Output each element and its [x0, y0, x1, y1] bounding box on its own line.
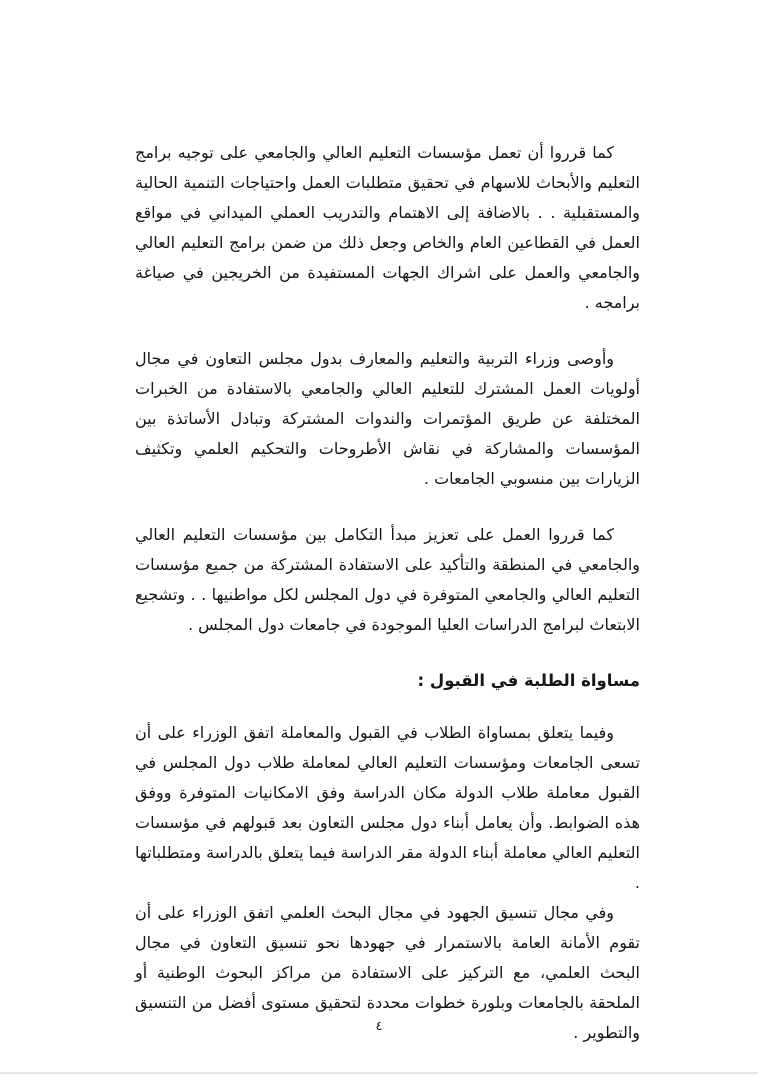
paragraph-ministers-recommendation: وأوصى وزراء التربية والتعليم والمعارف بدول مجلس التعاون في مجال أولويات العمل المشترك للتعليم العالي والجامعي بالاستفادة من الخبرات المختلفة عن طريق المؤتمرات والندوات المشتركة وتبادل الأساتذة بين المؤسسات والمشاركة في نقاش الأطروحات والتحكيم العلمي وتكثيف الزيارات بين منسوبي الجامعات . — [135, 349, 640, 488]
page-number: ٤ — [375, 1019, 383, 1034]
paragraph-integration-principle: كما قرروا العمل على تعزيز مبدأ التكامل بين مؤسسات التعليم العالي والجامعي في المنطقة والتأكيد على الاستفادة المشتركة من جميع مؤسسات التعليم العالي والجامعي المتوفرة في دول المجلس لكل مواطنيها . . وتشجيع الابتعاث لبرامج الدراسات العليا الموجودة في جامعات دول المجلس . — [135, 525, 640, 634]
paragraph-higher-education-programs: كما قرروا أن تعمل مؤسسات التعليم العالي والجامعي على توجيه برامج التعليم والأبحاث للاسهام في تحقيق متطلبات العمل واحتياجات التنمية الحالية والمستقبلية . . بالاضافة إلى الاهتمام والتدريب العملي الميداني في مواقع العمل في القطاعين العام والخاص وجعل ذلك من ضمن برامج التعليم العالي والجامعي والعمل على اشراك الجهات المستفيدة من الخريجين في صياغة برامجه . — [135, 143, 640, 312]
scan-edge-artifact — [0, 1072, 758, 1074]
paragraph-admission-equality: وفيما يتعلق بمساواة الطلاب في القبول والمعاملة اتفق الوزراء على أن تسعى الجامعات ومؤسسات التعليم العالي لمعاملة طلاب دول المجلس في القبول معاملة طلاب الدولة مكان الدراسة وفق الامكانيات المتوفرة ووفق هذه الضوابط. وأن يعامل أبناء دول مجلس التعاون بعد قبولهم في مؤسسات التعليم العالي معاملة أبناء الدولة مقر الدراسة فيما يتعلق بالدراسة ومتطلباتها . — [135, 723, 640, 892]
section-heading-student-equality: مساواة الطلبة في القبول : — [417, 671, 640, 690]
document-body — [135, 138, 640, 1048]
paragraph-research-coordination: وفي مجال تنسيق الجهود في مجال البحث العلمي اتفق الوزراء على أن تقوم الأمانة العامة بالاستمرار في جهودها نحو تنسيق التعاون في مجال البحث العلمي، مع التركيز على الاستفادة من مراكز البحوث الوطنية أو الملحقة بالجامعات وبلورة خطوات محددة لتحقيق مستوى أفضل من التنسيق والتطوير . — [135, 903, 640, 1042]
